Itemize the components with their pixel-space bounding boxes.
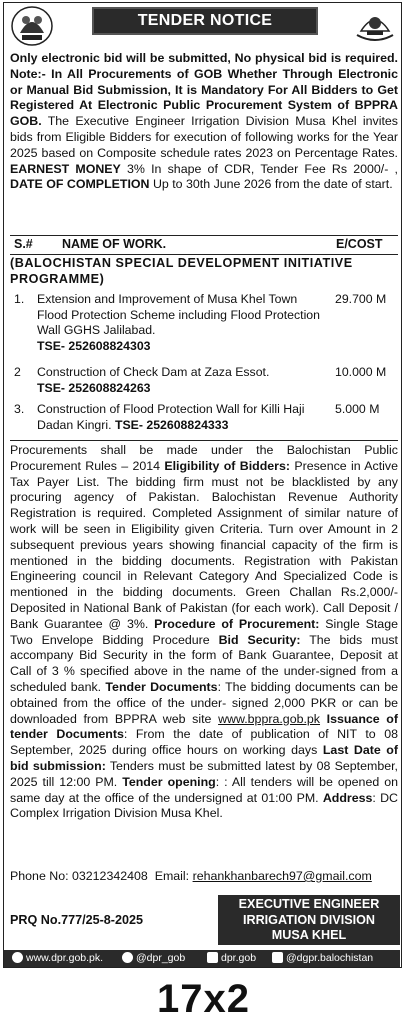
work-description	[37, 365, 322, 396]
body-text: : : All tenders will be opened on same day at the office of the undersigned at 01:00 PM.	[10, 774, 398, 805]
intro-paragraph	[10, 51, 398, 193]
email-link[interactable]: rehankhanbarech97@gmail.com	[192, 869, 372, 883]
tender-notice	[3, 2, 402, 968]
footer-website[interactable]	[12, 950, 103, 967]
email-label: Email:	[154, 869, 193, 883]
notice-header	[4, 3, 401, 51]
prq-number: PRQ No.777/25-8-2025	[10, 913, 144, 927]
body-text: Presence in Active Tax Payer List. The bidding firm must not be blacklisted by any procuring agency of Pakistan. Balochistan Revenue Authority Registration is required. Completed Assignment of similar nature of work will be seen in Eligibility given Criteria. Turn over Amount in 2 subsequent previous years showing financial capacity of the firm is mentioned in the bidding documents. Registration with Pakistan Engineering council in Relevant Category And Specialized Code is mentioned in the bidding documents. Green Challan Rs.2,000/- Deposited in National Bank of Pakistan (for each work). Call Deposit / Bank Guarantee @ 3%.	[10, 458, 399, 631]
programme-title: (BALOCHISTAN SPECIAL DEVELOPMENT INITIATIVE PROGRAMME)	[10, 256, 353, 286]
earnest-money-label: EARNEST MONEY	[10, 161, 121, 176]
footer-twitter[interactable]	[122, 950, 185, 967]
body-text: Single Stage Two Envelope Bidding Procedure	[10, 616, 398, 647]
issuance-label: Issuance of tender Documents	[10, 711, 398, 742]
work-number: 2	[14, 365, 21, 379]
footer-website-text: www.dpr.gob.pk.	[26, 952, 104, 964]
footer-facebook[interactable]	[272, 950, 373, 967]
procurement-details	[10, 440, 398, 822]
social-footer	[4, 950, 400, 967]
signature-line: EXECUTIVE ENGINEER	[238, 897, 380, 911]
intro-bold-note: Only electronic bid will be submitted, No physical bid is required. Note:- In All Procurements of GOB Whether Through Electronic or Manual Bid Submission, It is Mandatory For All Bidders to Get Registered At Electronic Public Procurement System of BPPRA GOB.	[10, 51, 398, 129]
works-table-header	[10, 235, 398, 255]
work-desc-text: Construction of Check Dam at Zaza Essot.	[37, 365, 270, 379]
signature-line: MUSA KHEL	[271, 928, 347, 942]
footer-instagram-text: dpr.gob	[221, 952, 257, 964]
instagram-icon	[207, 952, 218, 963]
body-text: The bids must accompany Bid Security in the form of Bank Guarantee, Deposit at Call of 3 % specified above in the name of the under-signed from a scheduled bank.	[10, 632, 398, 694]
procedure-label: Procedure of Procurement:	[154, 616, 320, 631]
bid-security-label: Bid Security:	[218, 632, 301, 647]
footer-facebook-text: @dgpr.balochistan	[286, 952, 374, 964]
address-label: Address	[322, 790, 373, 805]
signature-line: IRRIGATION DIVISION	[242, 912, 375, 927]
work-tse: TSE- 252608824263	[37, 380, 151, 395]
completion-label: DATE OF COMPLETION	[10, 177, 150, 192]
signature-block	[218, 895, 400, 945]
government-emblem-right-icon	[353, 5, 397, 47]
footer-instagram[interactable]	[207, 950, 256, 967]
contact-line	[10, 869, 398, 883]
col-sno: S.#	[14, 237, 33, 251]
phone-number: Phone No: 03212342408	[10, 869, 148, 883]
body-text: : From the date of publication of NIT to 08 September, 2025 during office hours on working days	[10, 727, 398, 758]
last-date-label: Last Date of bid submission:	[10, 743, 398, 773]
work-desc-text: Extension and Improvement of Musa Khel Town Flood Protection Scheme including Flood Protection Wall GGHS Jalilabad.	[37, 292, 320, 337]
eligibility-label: Eligibility of Bidders:	[164, 458, 291, 473]
work-cost: 5.000 M	[335, 402, 380, 416]
work-desc-text: Construction of Flood Protection Wall for Killi Haji Dadan Kingri.	[37, 402, 305, 432]
tender-documents-label: Tender Documents	[105, 679, 218, 694]
work-tse: TSE- 252608824303	[37, 338, 151, 353]
body-text: : DC Complex Irrigation Division Musa Khel.	[10, 790, 398, 821]
work-number: 3.	[14, 402, 25, 416]
col-cost: E/COST	[336, 237, 383, 251]
government-emblem-left-icon	[10, 5, 54, 47]
twitter-icon	[122, 952, 133, 963]
bppra-website-link[interactable]: www.bppra.gob.pk	[218, 711, 321, 726]
body-text: : The bidding documents can be obtained from the office of the under- signed 2,000 PKR or can be downloaded from BPPRA web site	[10, 679, 398, 726]
intro-text: The Executive Engineer Irrigation Division Musa Khel invites bids from Eligible Bidders for execution of following works for the Year 2025 based on Composite schedule rates 2023 on Percentage Rates.	[10, 114, 398, 160]
work-description	[37, 292, 322, 354]
work-number: 1.	[14, 292, 25, 306]
body-text: Tenders must be submitted latest by 08 September, 2025 till 12:00 PM.	[10, 758, 398, 789]
footer-twitter-text: @dpr_gob	[136, 952, 186, 964]
col-name-of-work: NAME OF WORK.	[62, 237, 167, 251]
ad-size-label: 17x2	[157, 977, 250, 1021]
body-text: Procurements shall be made under the Balochistan Public Procurement Rules – 2014	[10, 443, 398, 473]
globe-icon	[12, 952, 23, 963]
earnest-money-text: 3% In shape of CDR, Tender Fee Rs 2000/- ,	[120, 161, 398, 176]
completion-text: Up to 30th June 2026 from the date of start.	[149, 177, 393, 192]
work-tse: TSE- 252608824333	[114, 417, 229, 432]
work-cost: 29.700 M	[335, 292, 387, 306]
tender-opening-label: Tender opening	[122, 774, 216, 789]
page-title: TENDER NOTICE	[92, 7, 318, 35]
work-description	[37, 402, 322, 433]
work-cost: 10.000 M	[335, 365, 387, 379]
facebook-icon	[272, 952, 283, 963]
